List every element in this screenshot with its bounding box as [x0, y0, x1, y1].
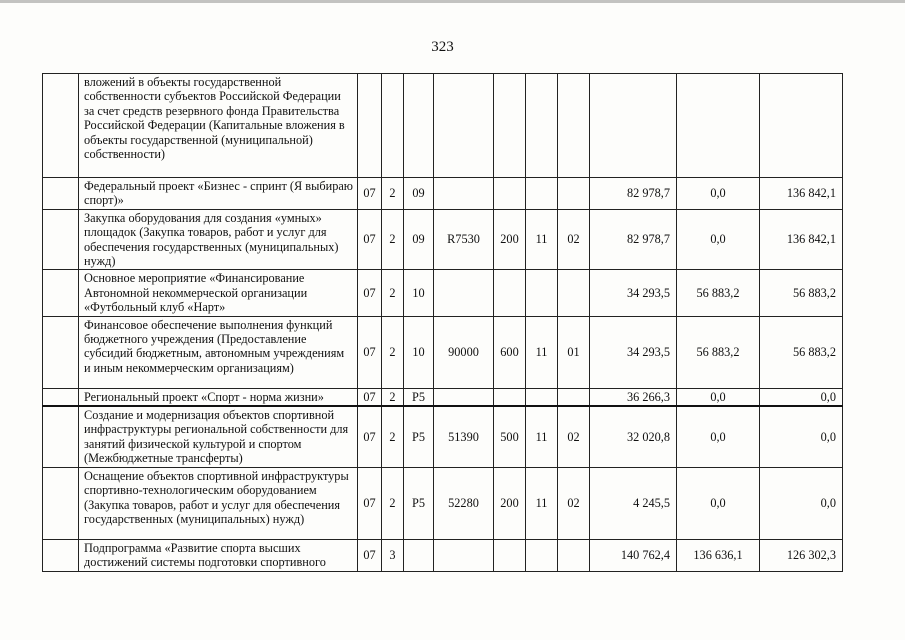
target-article-code: 52280: [434, 467, 494, 539]
item-name: Подпрограмма «Развитие спорта высших достижений системы подготовки спортивного: [79, 539, 358, 571]
classifier-code-1: [526, 270, 558, 316]
classifier-code-2: [558, 178, 590, 210]
row-number-cell: [43, 209, 79, 270]
subprogram-code: [404, 539, 434, 571]
amount-year-3: [760, 74, 843, 178]
program-code: 2: [382, 209, 404, 270]
table-row: [43, 406, 843, 467]
item-name: Оснащение объектов спортивной инфраструктуры спортивно-технологическим оборудованием (Закупка товаров, работ и услуг для обеспечения государственных (муниципальных) нужд): [79, 467, 358, 539]
item-name: Региональный проект «Спорт - норма жизни»: [79, 388, 358, 406]
classifier-code-2: 02: [558, 209, 590, 270]
classifier-code-2: 01: [558, 316, 590, 388]
table-row: [43, 539, 843, 571]
amount-year-1: 34 293,5: [590, 316, 677, 388]
amount-year-3: 56 883,2: [760, 270, 843, 316]
classifier-code-2: [558, 270, 590, 316]
amount-year-2: 0,0: [677, 209, 760, 270]
expense-type-code: 200: [494, 467, 526, 539]
amount-year-2: 0,0: [677, 467, 760, 539]
table-row: [43, 467, 843, 539]
section-code: 07: [358, 467, 382, 539]
budget-table: [42, 73, 843, 572]
expense-type-code: 500: [494, 406, 526, 467]
expense-type-code: [494, 539, 526, 571]
amount-year-2: 0,0: [677, 406, 760, 467]
section-code: 07: [358, 316, 382, 388]
item-name: вложений в объекты государственной собственности субъектов Российской Федерации за счет средств резервного фонда Правительства Российской Федерации (Капитальные вложения в объекты государственной (муниципальной) собственности): [79, 74, 358, 178]
target-article-code: [434, 539, 494, 571]
item-name: Основное мероприятие «Финансирование Автономной некоммерческой организации «Футбольный клуб «Нарт»: [79, 270, 358, 316]
program-code: 2: [382, 467, 404, 539]
amount-year-2: 56 883,2: [677, 270, 760, 316]
row-number-cell: [43, 270, 79, 316]
classifier-code-1: 11: [526, 406, 558, 467]
table-row: [43, 388, 843, 406]
program-code: [382, 74, 404, 178]
classifier-code-2: [558, 388, 590, 406]
table-row: [43, 178, 843, 210]
section-code: [358, 74, 382, 178]
subprogram-code: 09: [404, 209, 434, 270]
amount-year-3: 0,0: [760, 467, 843, 539]
amount-year-3: 136 842,1: [760, 178, 843, 210]
amount-year-3: 0,0: [760, 406, 843, 467]
expense-type-code: [494, 74, 526, 178]
target-article-code: [434, 270, 494, 316]
item-name: Федеральный проект «Бизнес - спринт (Я выбираю спорт)»: [79, 178, 358, 210]
target-article-code: R7530: [434, 209, 494, 270]
item-name: Создание и модернизация объектов спортивной инфраструктуры региональной собственности для занятий физической культурой и спортом (Межбюджетные трансферты): [79, 406, 358, 467]
program-code: 2: [382, 270, 404, 316]
expense-type-code: 200: [494, 209, 526, 270]
amount-year-2: 136 636,1: [677, 539, 760, 571]
classifier-code-1: 11: [526, 316, 558, 388]
row-number-cell: [43, 388, 79, 406]
table-row: [43, 209, 843, 270]
section-code: 07: [358, 270, 382, 316]
amount-year-1: 32 020,8: [590, 406, 677, 467]
table-row: [43, 270, 843, 316]
expense-type-code: [494, 178, 526, 210]
program-code: 2: [382, 388, 404, 406]
subprogram-code: P5: [404, 467, 434, 539]
row-number-cell: [43, 74, 79, 178]
target-article-code: [434, 74, 494, 178]
amount-year-1: 34 293,5: [590, 270, 677, 316]
program-code: 3: [382, 539, 404, 571]
expense-type-code: 600: [494, 316, 526, 388]
table-row: [43, 316, 843, 388]
section-code: 07: [358, 388, 382, 406]
classifier-code-1: [526, 539, 558, 571]
subprogram-code: P5: [404, 388, 434, 406]
subprogram-code: 10: [404, 316, 434, 388]
table-body: [43, 74, 843, 572]
subprogram-code: [404, 74, 434, 178]
expense-type-code: [494, 388, 526, 406]
row-number-cell: [43, 178, 79, 210]
program-code: 2: [382, 406, 404, 467]
classifier-code-1: [526, 388, 558, 406]
item-name: Закупка оборудования для создания «умных» площадок (Закупка товаров, работ и услуг для обеспечения государственных (муниципальных) нужд): [79, 209, 358, 270]
amount-year-2: [677, 74, 760, 178]
section-code: 07: [358, 209, 382, 270]
section-code: 07: [358, 178, 382, 210]
amount-year-3: 0,0: [760, 388, 843, 406]
amount-year-1: 4 245,5: [590, 467, 677, 539]
row-number-cell: [43, 539, 79, 571]
target-article-code: 51390: [434, 406, 494, 467]
program-code: 2: [382, 316, 404, 388]
item-name: Финансовое обеспечение выполнения функций бюджетного учреждения (Предоставление субсидий бюджетным, автономным учреждениям и иным некоммерческим организациям): [79, 316, 358, 388]
section-code: 07: [358, 406, 382, 467]
amount-year-2: 0,0: [677, 388, 760, 406]
amount-year-1: [590, 74, 677, 178]
subprogram-code: 09: [404, 178, 434, 210]
amount-year-1: 36 266,3: [590, 388, 677, 406]
section-code: 07: [358, 539, 382, 571]
classifier-code-2: 02: [558, 406, 590, 467]
classifier-code-1: 11: [526, 209, 558, 270]
classifier-code-1: 11: [526, 467, 558, 539]
amount-year-2: 0,0: [677, 178, 760, 210]
amount-year-1: 82 978,7: [590, 178, 677, 210]
row-number-cell: [43, 467, 79, 539]
target-article-code: [434, 388, 494, 406]
scan-top-edge: [0, 0, 905, 3]
amount-year-1: 82 978,7: [590, 209, 677, 270]
amount-year-3: 126 302,3: [760, 539, 843, 571]
classifier-code-1: [526, 74, 558, 178]
expense-type-code: [494, 270, 526, 316]
classifier-code-1: [526, 178, 558, 210]
table-row: [43, 74, 843, 178]
target-article-code: [434, 178, 494, 210]
subprogram-code: P5: [404, 406, 434, 467]
amount-year-3: 56 883,2: [760, 316, 843, 388]
row-number-cell: [43, 406, 79, 467]
page-number: 323: [431, 39, 454, 55]
classifier-code-2: [558, 74, 590, 178]
subprogram-code: 10: [404, 270, 434, 316]
classifier-code-2: 02: [558, 467, 590, 539]
amount-year-3: 136 842,1: [760, 209, 843, 270]
program-code: 2: [382, 178, 404, 210]
classifier-code-2: [558, 539, 590, 571]
amount-year-1: 140 762,4: [590, 539, 677, 571]
amount-year-2: 56 883,2: [677, 316, 760, 388]
target-article-code: 90000: [434, 316, 494, 388]
row-number-cell: [43, 316, 79, 388]
